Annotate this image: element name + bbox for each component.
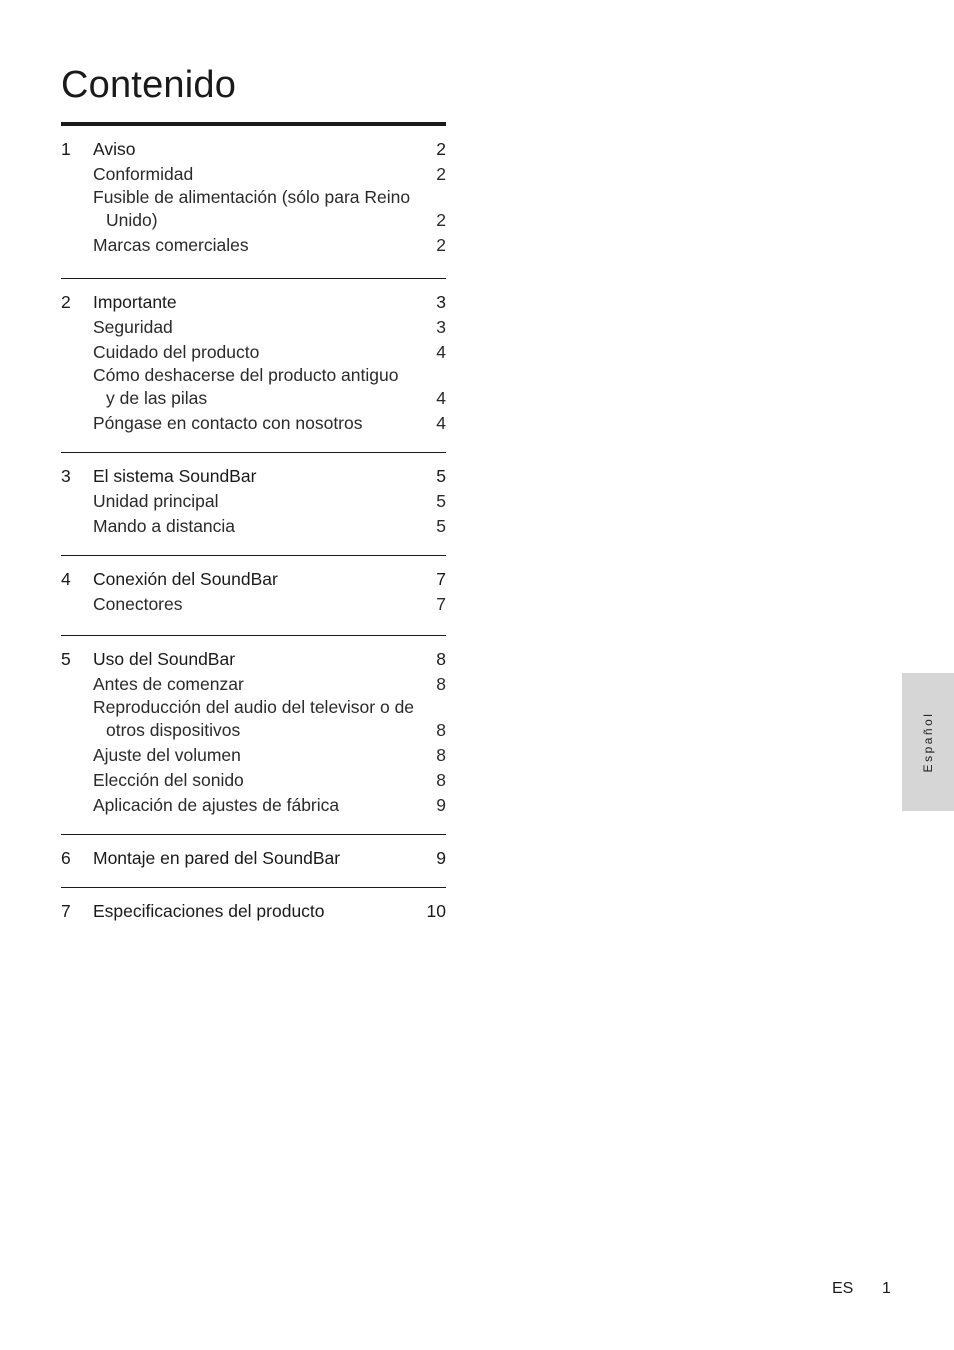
subsection-page-number: 2 bbox=[436, 235, 446, 255]
subsection-page-number: 5 bbox=[436, 516, 446, 536]
page-title: Contenido bbox=[61, 64, 237, 106]
chapter-page-number: 9 bbox=[436, 848, 446, 868]
toc-subsection-entry[interactable] bbox=[61, 768, 446, 793]
subsection-title: otros dispositivos bbox=[106, 720, 241, 740]
toc-subsection-entry[interactable] bbox=[61, 340, 446, 365]
chapter-title: Aviso bbox=[93, 139, 136, 159]
subsection-page-number: 3 bbox=[436, 317, 446, 337]
chapter-title: El sistema SoundBar bbox=[93, 466, 257, 486]
toc-subsection-entry[interactable] bbox=[61, 592, 446, 617]
toc-subsection-entry[interactable] bbox=[61, 315, 446, 340]
subsection-page-number: 4 bbox=[436, 388, 446, 408]
toc-subsection-entry[interactable] bbox=[61, 743, 446, 768]
chapter-title: Montaje en pared del SoundBar bbox=[93, 848, 341, 868]
toc-chapter-entry[interactable] bbox=[61, 647, 446, 672]
subsection-page-number: 9 bbox=[436, 795, 446, 815]
subsection-page-number: 8 bbox=[436, 745, 446, 765]
toc-subsection-continuation[interactable] bbox=[61, 718, 446, 743]
subsection-page-number: 5 bbox=[436, 491, 446, 511]
footer-page-number: 1 bbox=[882, 1280, 891, 1297]
toc-chapter-entry[interactable] bbox=[61, 899, 446, 924]
chapter-page-number: 7 bbox=[436, 569, 446, 589]
chapter-page-number: 8 bbox=[436, 649, 446, 669]
subsection-title: Fusible de alimentación (sólo para Reino bbox=[93, 187, 411, 207]
chapter-title: Especificaciones del producto bbox=[93, 901, 325, 921]
table-of-contents bbox=[61, 122, 446, 924]
toc-chapter-entry[interactable] bbox=[61, 290, 446, 315]
toc-subsection-entry[interactable] bbox=[61, 489, 446, 514]
subsection-page-number: 2 bbox=[436, 164, 446, 184]
subsection-title: Cuidado del producto bbox=[93, 342, 260, 362]
chapter-title: Uso del SoundBar bbox=[93, 649, 236, 669]
chapter-number: 2 bbox=[61, 292, 71, 312]
toc-subsection-entry[interactable] bbox=[61, 793, 446, 818]
chapter-page-number: 3 bbox=[436, 292, 446, 312]
toc-section bbox=[61, 122, 446, 278]
subsection-title: Unido) bbox=[106, 210, 158, 230]
toc-chapter-entry[interactable] bbox=[61, 464, 446, 489]
language-tab-label: Español bbox=[921, 711, 935, 773]
toc-section bbox=[61, 555, 446, 635]
toc-subsection-entry[interactable] bbox=[61, 697, 446, 718]
toc-section bbox=[61, 887, 446, 924]
chapter-title: Importante bbox=[93, 292, 177, 312]
subsection-page-number: 8 bbox=[436, 674, 446, 694]
toc-subsection-continuation[interactable] bbox=[61, 208, 446, 233]
subsection-title: Unidad principal bbox=[93, 491, 219, 511]
subsection-page-number: 8 bbox=[436, 720, 446, 740]
toc-subsection-continuation[interactable] bbox=[61, 386, 446, 411]
toc-chapter-entry[interactable] bbox=[61, 567, 446, 592]
toc-subsection-entry[interactable] bbox=[61, 672, 446, 697]
toc-subsection-entry[interactable] bbox=[61, 187, 446, 208]
subsection-title: Póngase en contacto con nosotros bbox=[93, 413, 363, 433]
toc-section bbox=[61, 452, 446, 555]
toc-subsection-entry[interactable] bbox=[61, 162, 446, 187]
subsection-title: Reproducción del audio del televisor o de bbox=[93, 697, 415, 717]
subsection-page-number: 4 bbox=[436, 413, 446, 433]
chapter-page-number: 10 bbox=[426, 901, 446, 921]
subsection-title: Aplicación de ajustes de fábrica bbox=[93, 795, 340, 815]
toc-subsection-entry[interactable] bbox=[61, 365, 446, 386]
toc-subsection-entry[interactable] bbox=[61, 514, 446, 539]
subsection-title: Conformidad bbox=[93, 164, 194, 184]
subsection-title: Antes de comenzar bbox=[93, 674, 244, 694]
language-side-tab bbox=[902, 673, 954, 811]
toc-subsection-entry[interactable] bbox=[61, 411, 446, 436]
subsection-title: Ajuste del volumen bbox=[93, 745, 241, 765]
chapter-number: 1 bbox=[61, 139, 71, 159]
toc-section bbox=[61, 834, 446, 887]
chapter-page-number: 5 bbox=[436, 466, 446, 486]
chapter-number: 6 bbox=[61, 848, 71, 868]
chapter-page-number: 2 bbox=[436, 139, 446, 159]
toc-chapter-entry[interactable] bbox=[61, 137, 446, 162]
chapter-number: 5 bbox=[61, 649, 71, 669]
subsection-title: Seguridad bbox=[93, 317, 173, 337]
chapter-number: 3 bbox=[61, 466, 71, 486]
toc-section bbox=[61, 635, 446, 834]
toc-section bbox=[61, 278, 446, 452]
subsection-title: y de las pilas bbox=[106, 388, 208, 408]
subsection-page-number: 8 bbox=[436, 770, 446, 790]
toc-subsection-entry[interactable] bbox=[61, 233, 446, 258]
subsection-title: Marcas comerciales bbox=[93, 235, 249, 255]
subsection-page-number: 7 bbox=[436, 594, 446, 614]
subsection-page-number: 2 bbox=[436, 210, 446, 230]
subsection-title: Conectores bbox=[93, 594, 183, 614]
subsection-title: Cómo deshacerse del producto antiguo bbox=[93, 365, 399, 385]
toc-chapter-entry[interactable] bbox=[61, 846, 446, 871]
subsection-title: Mando a distancia bbox=[93, 516, 236, 536]
chapter-number: 4 bbox=[61, 569, 71, 589]
subsection-page-number: 4 bbox=[436, 342, 446, 362]
subsection-title: Elección del sonido bbox=[93, 770, 244, 790]
chapter-title: Conexión del SoundBar bbox=[93, 569, 278, 589]
chapter-number: 7 bbox=[61, 901, 71, 921]
footer-language-code: ES bbox=[832, 1280, 854, 1297]
